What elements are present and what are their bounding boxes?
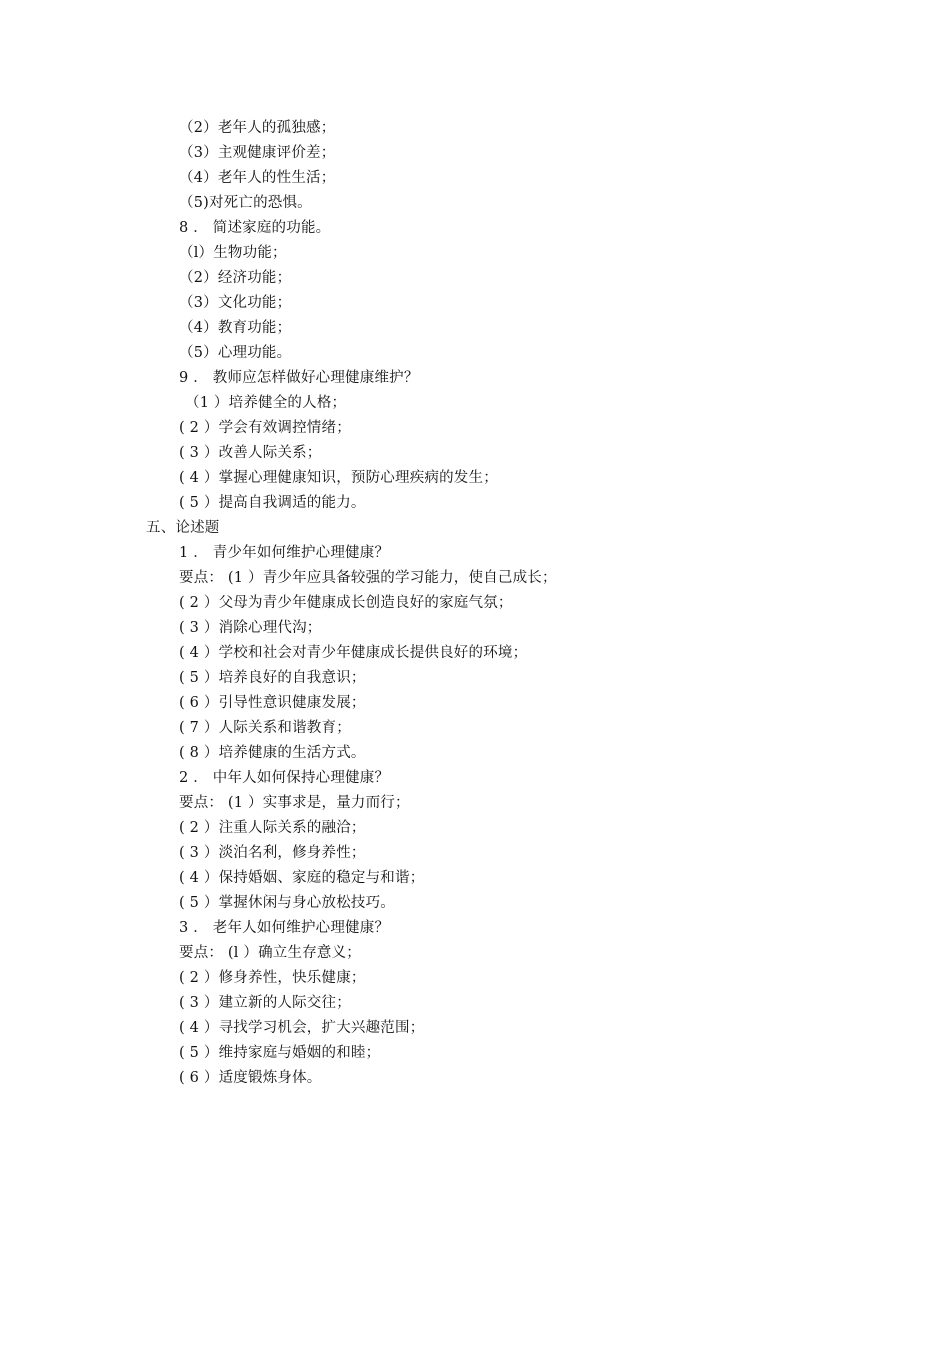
- list-item: ( 2 ）注重人际关系的融洽；: [179, 820, 366, 836]
- list-item: ( 8 ）培养健康的生活方式。: [179, 745, 366, 761]
- document-body: [0, 116, 952, 1091]
- list-item: ( 7 ）人际关系和谐教育；: [179, 720, 351, 736]
- question-heading: 9 ． 教师应怎样做好心理健康维护？: [179, 370, 419, 386]
- question-heading: 2 ． 中年人如何保持心理健康？: [179, 770, 390, 786]
- list-item: ( 5 ）提高自我调适的能力。: [179, 495, 366, 511]
- list-item: ( 6 ）引导性意识健康发展；: [179, 695, 366, 711]
- list-item: （5)对死亡的恐惧。: [179, 195, 312, 211]
- list-item: ( 5 ）培养良好的自我意识；: [179, 670, 366, 686]
- list-item: ( 2 ）父母为青少年健康成长创造良好的家庭气氛；: [179, 595, 513, 611]
- question-heading: 3 ． 老年人如何维护心理健康？: [179, 920, 390, 936]
- list-item: ( 4 ）寻找学习机会，扩大兴趣范围；: [179, 1020, 425, 1036]
- question-heading: 8 ． 简述家庭的功能。: [179, 220, 331, 236]
- list-item: ( 3 ）消除心理代沟；: [179, 620, 322, 636]
- list-item: ( 4 ）学校和社会对青少年健康成长提供良好的环境；: [179, 645, 528, 661]
- list-item: ( 4 ）保持婚姻、家庭的稳定与和谐；: [179, 870, 425, 886]
- section-heading: 五、论述题: [146, 520, 220, 536]
- list-item: ( 3 ）改善人际关系；: [179, 445, 322, 461]
- list-item: ( 4 ）掌握心理健康知识，预防心理疾病的发生；: [179, 470, 498, 486]
- list-item: ( 5 ）掌握休闲与身心放松技巧。: [179, 895, 395, 911]
- list-item: （3）主观健康评价差；: [179, 145, 336, 161]
- question-heading: 1 ． 青少年如何维护心理健康？: [179, 545, 390, 561]
- list-item: （4）教育功能；: [179, 320, 292, 336]
- list-item: （3）文化功能；: [179, 295, 292, 311]
- list-item: ( 3 ）淡泊名利，修身养性；: [179, 845, 366, 861]
- list-item: （2）经济功能；: [179, 270, 292, 286]
- list-item: （2）老年人的孤独感；: [179, 120, 336, 136]
- list-item: （l）生物功能；: [179, 245, 287, 261]
- list-item: （5）心理功能。: [179, 345, 292, 361]
- list-item: ( 3 ）建立新的人际交往；: [179, 995, 351, 1011]
- list-item: （1 ）培养健全的人格；: [185, 395, 347, 411]
- list-item: ( 6 ）适度锻炼身体。: [179, 1070, 322, 1086]
- list-item: ( 2 ）修身养性，快乐健康；: [179, 970, 366, 986]
- list-item: ( 2 ）学会有效调控情绪；: [179, 420, 351, 436]
- list-item: 要点： (1 ）实事求是，量力而行；: [179, 795, 410, 811]
- list-item: 要点： (l ）确立生存意义；: [179, 945, 362, 961]
- list-item: ( 5 ）维持家庭与婚姻的和睦；: [179, 1045, 381, 1061]
- list-item: 要点： (1 ）青少年应具备较强的学习能力，使自己成长；: [179, 570, 557, 586]
- list-item: （4）老年人的性生活；: [179, 170, 336, 186]
